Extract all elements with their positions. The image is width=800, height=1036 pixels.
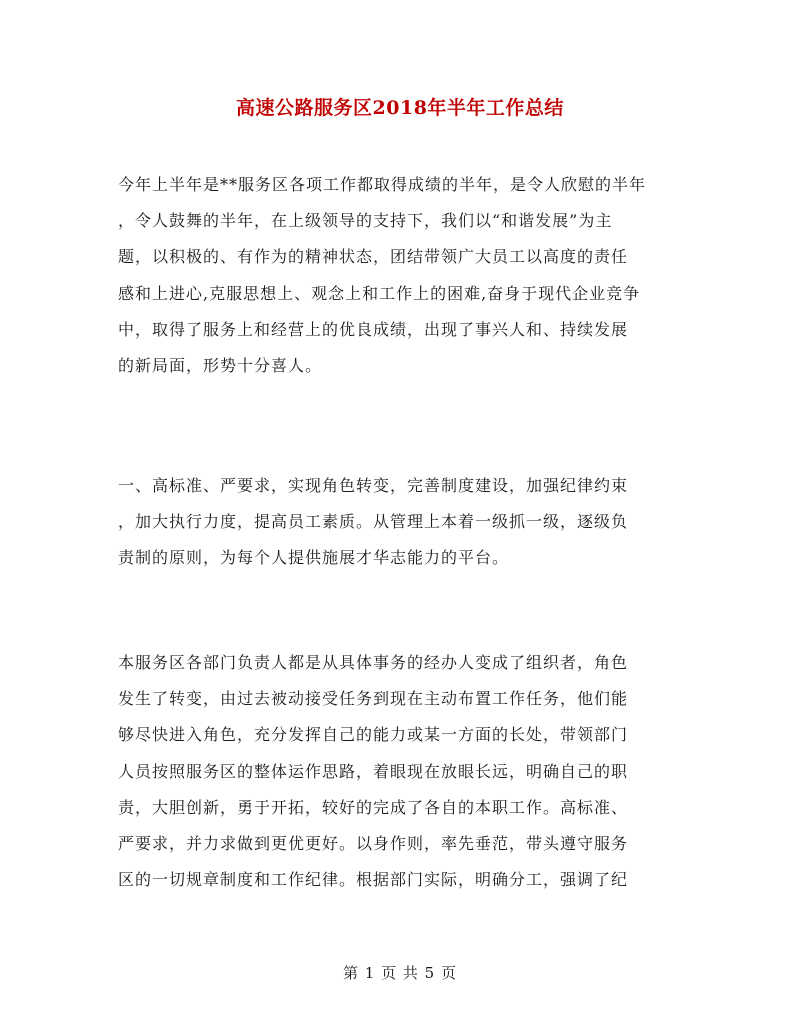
text-line: 责，大胆创新，勇于开拓，较好的完成了各自的本职工作。高标准、 (118, 797, 629, 817)
text-line: 的新局面，形势十分喜人。 (118, 356, 323, 376)
document-title: 高速公路服务区2018年半年工作总结 (236, 97, 564, 119)
paragraph-section-one (118, 468, 684, 577)
paragraph-role-change (118, 645, 684, 898)
text-line: ，加大执行力度，提高员工素质。从管理上本着一级抓一级，逐级负 (118, 512, 629, 532)
text-line: 题，以积极的、有作为的精神状态，团结带领广大员工以高度的责任 (118, 247, 629, 267)
text-line: 一、高标准、严要求，实现角色转变，完善制度建设，加强纪律约束 (118, 476, 629, 495)
text-line: 中，取得了服务上和经营上的优良成绩，出现了事兴人和、持续发展 (118, 319, 629, 339)
text-line: 严要求，并力求做到更优更好。以身作则，率先垂范，带头遵守服务 (118, 834, 629, 854)
page-footer: 第 1 页 共 5 页 (343, 964, 457, 982)
text-line: 区的一切规章制度和工作纪律。根据部门实际，明确分工，强调了纪 (118, 870, 629, 890)
text-line: 今年上半年是**服务区各项工作都取得成绩的半年，是令人欣慰的半年 (118, 175, 647, 194)
text-line: 人员按照服务区的整体运作思路，着眼现在放眼长远，明确自己的职 (118, 761, 629, 781)
paragraph-intro (118, 167, 684, 384)
text-line: ，令人鼓舞的半年，在上级领导的支持下，我们以“和谐发展”为主 (118, 211, 613, 231)
text-line: 够尽快进入角色，充分发挥自己的能力或某一方面的长处，带领部门 (118, 725, 629, 745)
text-line: 感和上进心,克服思想上、观念上和工作上的困难,奋身于现代企业竞争 (118, 283, 641, 303)
text-line: 本服务区各部门负责人都是从具体事务的经办人变成了组织者，角色 (118, 653, 629, 672)
text-line: 责制的原则，为每个人提供施展才华志能力的平台。 (118, 548, 510, 568)
text-line: 发生了转变，由过去被动接受任务到现在主动布置工作任务，他们能 (118, 689, 629, 709)
